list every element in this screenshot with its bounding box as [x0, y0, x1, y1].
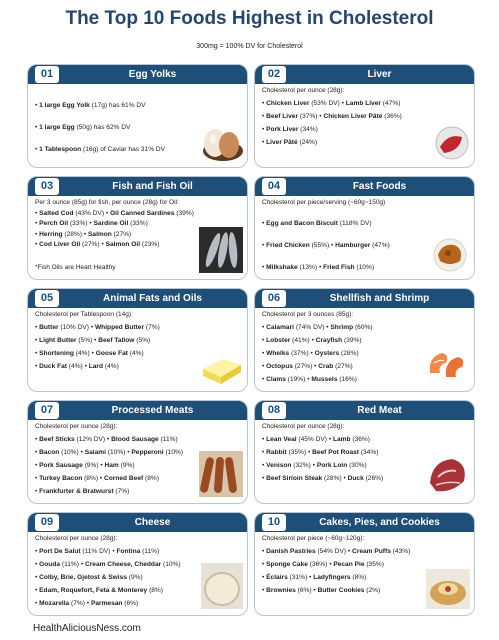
page-title: The Top 10 Foods Highest in Cholesterol	[65, 8, 434, 29]
list-item: • Milkshake (13%) • Fried Fish (10%)	[262, 264, 375, 271]
card-header	[255, 513, 474, 532]
card-intro: Cholesterol per piece (~60g~120g):	[262, 535, 365, 542]
list-item: • Egg and Bacon Biscuit (118% DV)	[262, 220, 372, 227]
card-intro: Cholesterol per ounce (28g):	[262, 87, 345, 94]
card-cakes-pies-cookies	[254, 512, 475, 616]
card-intro: Cholesterol per ounce (28g):	[35, 423, 118, 430]
list-item: • Bacon (10%) • Salami (10%) • Pepperoni (10%)	[35, 449, 184, 456]
list-item: • Lobster (41%) • Crayfish (39%)	[262, 337, 362, 344]
list-item: • Mozarella (7%) • Parmesan (6%)	[35, 600, 139, 607]
card-number: 10	[262, 514, 286, 531]
card-header	[28, 513, 247, 532]
card-number: 03	[35, 178, 59, 195]
list-item: • Light Butter (5%) • Beef Tallow (5%)	[35, 337, 151, 344]
card-liver	[254, 64, 475, 168]
list-item: • Cod Liver Oil (27%) • Salmon Oil (23%)	[35, 241, 160, 249]
list-item: • 1 large Egg Yolk (17g) has 61% DV	[35, 102, 146, 109]
card-header	[255, 177, 474, 196]
card-number: 08	[262, 402, 286, 419]
card-cheese	[27, 512, 248, 616]
card-fish-and-fish-oil	[27, 176, 248, 280]
list-item: • Venison (32%) • Pork Loin (30%)	[262, 462, 367, 469]
card-intro: Per 3 ounce (85g) for fish, per ounce (28g) for Oil:	[35, 199, 179, 206]
list-item: • Pork Liver (34%)	[262, 126, 318, 133]
card-header	[28, 289, 247, 308]
card-header	[28, 177, 247, 196]
list-item: • Shortening (4%) • Goose Fat (4%)	[35, 350, 144, 357]
card-title: Red Meat	[357, 405, 402, 416]
card-number: 02	[262, 66, 286, 83]
card-intro: Cholesterol per Tablespoon (14g):	[35, 311, 133, 318]
list-item: • Lean Veal (45% DV) • Lamb (36%)	[262, 436, 370, 443]
list-item: • Beef Sirloin Steak (28%) • Duck (26%)	[262, 475, 384, 482]
list-item: • Beef Liver (37%) • Chicken Liver Pâté (36%)	[262, 113, 402, 120]
list-item: • Port De Salut (11% DV) • Fontina (11%)	[35, 548, 160, 555]
liver-icon	[430, 121, 470, 161]
list-item: • Calamari (74% DV) • Shrimp (60%)	[262, 324, 373, 331]
card-intro: Cholesterol per ounce (28g):	[35, 535, 118, 542]
list-item: • Colby, Brie, Gjetost & Swiss (9%)	[35, 574, 143, 581]
card-animal-fats-and-oils	[27, 288, 248, 392]
card-title: Fast Foods	[352, 181, 407, 192]
list-item: • Butter (10% DV) • Whipped Butter (7%)	[35, 324, 160, 331]
card-title: Processed Meats	[111, 405, 194, 416]
card-header	[255, 401, 474, 420]
card-processed-meats	[27, 400, 248, 504]
list-item: • Chicken Liver (53% DV) • Lamb Liver (47%)	[262, 100, 401, 107]
list-item: • 1 Tablespoon (16g) of Caviar has 31% DV	[35, 146, 166, 153]
card-title: Liver	[367, 69, 392, 80]
card-header	[28, 401, 247, 420]
card-title: Egg Yolks	[128, 69, 177, 80]
list-item: • Octopus (27%) • Crab (27%)	[262, 363, 353, 370]
list-item: • Perch Oil (33%) • Sardine Oil (33%)	[35, 220, 148, 228]
card-intro: Cholesterol per ounce (28g):	[262, 423, 345, 430]
card-shellfish-and-shrimp	[254, 288, 475, 392]
list-item: • Éclairs (31%) • Ladyfingers (8%)	[262, 574, 367, 581]
card-header	[255, 289, 474, 308]
card-fast-foods	[254, 176, 475, 280]
butter-icon	[201, 351, 243, 385]
card-intro: Cholesterol per piece/serving (~60g~150g)	[262, 199, 386, 206]
shrimp-icon	[424, 343, 470, 385]
card-title: Shellfish and Shrimp	[329, 293, 430, 304]
list-item: • Herring (28%) • Salmon (27%)	[35, 230, 132, 238]
list-item: • Beef Sticks (12% DV) • Blood Sausage (11%)	[35, 436, 178, 443]
steak-icon	[426, 453, 470, 497]
list-item: • Turkey Bacon (8%) • Corned Beef (8%)	[35, 475, 159, 482]
sausages-icon	[199, 451, 243, 497]
list-item: • Clams (19%) • Mussels (16%)	[262, 376, 357, 383]
card-note: *Fish Oils are Heart Healthy	[35, 264, 116, 271]
list-item: • Whelks (37%) • Oysters (28%)	[262, 350, 359, 357]
list-item: • Fried Chicken (55%) • Hamburger (47%)	[262, 242, 390, 249]
card-intro: Cholesterol per 3 ounces (85g):	[262, 311, 354, 318]
sardines-icon	[199, 227, 243, 273]
list-item: • Pork Sausage (9%) • Ham (9%)	[35, 462, 135, 469]
card-title: Cakes, Pies, and Cookies	[319, 517, 440, 528]
card-number: 04	[262, 178, 286, 195]
list-item: • Duck Fat (4%) • Lard (4%)	[35, 363, 119, 370]
list-item: • Rabbit (35%) • Beef Pot Roast (34%)	[262, 449, 379, 456]
list-item: • Brownies (6%) • Butter Cookies (2%)	[262, 587, 381, 594]
list-item: • Danish Pastries (54% DV) • Cream Puffs (43%)	[262, 548, 411, 555]
card-title: Cheese	[134, 517, 171, 528]
card-number: 05	[35, 290, 59, 307]
card-red-meat	[254, 400, 475, 504]
list-item: • Edam, Roquefort, Feta & Monterey (8%)	[35, 587, 163, 594]
card-egg-yolks	[27, 64, 248, 168]
list-item: • 1 large Egg (50g) has 62% DV	[35, 124, 131, 131]
pastry-icon	[426, 569, 470, 609]
card-number: 07	[35, 402, 59, 419]
footer-site: HealthAliciousNess.com	[33, 623, 141, 634]
page-subtitle: 300mg = 100% DV for Cholesterol	[196, 43, 303, 50]
list-item: • Gouda (11%) • Cream Cheese, Cheddar (10%)	[35, 561, 181, 568]
eggs-icon	[199, 121, 243, 161]
list-item: • Liver Pâté (24%)	[262, 139, 318, 146]
card-header	[255, 65, 474, 84]
card-number: 06	[262, 290, 286, 307]
list-item: • Frankfurter & Bratwurst (7%)	[35, 488, 130, 495]
list-item: • Salted Cod (43% DV) • Oil Canned Sardines (39%)	[35, 210, 194, 217]
cheese-icon	[201, 563, 243, 609]
card-header	[28, 65, 247, 84]
card-title: Animal Fats and Oils	[103, 293, 202, 304]
list-item: • Sponge Cake (36%) • Pecan Pie (35%)	[262, 561, 384, 568]
card-title: Fish and Fish Oil	[112, 181, 193, 192]
fried-chicken-icon	[430, 233, 470, 273]
card-number: 01	[35, 66, 59, 83]
card-number: 09	[35, 514, 59, 531]
